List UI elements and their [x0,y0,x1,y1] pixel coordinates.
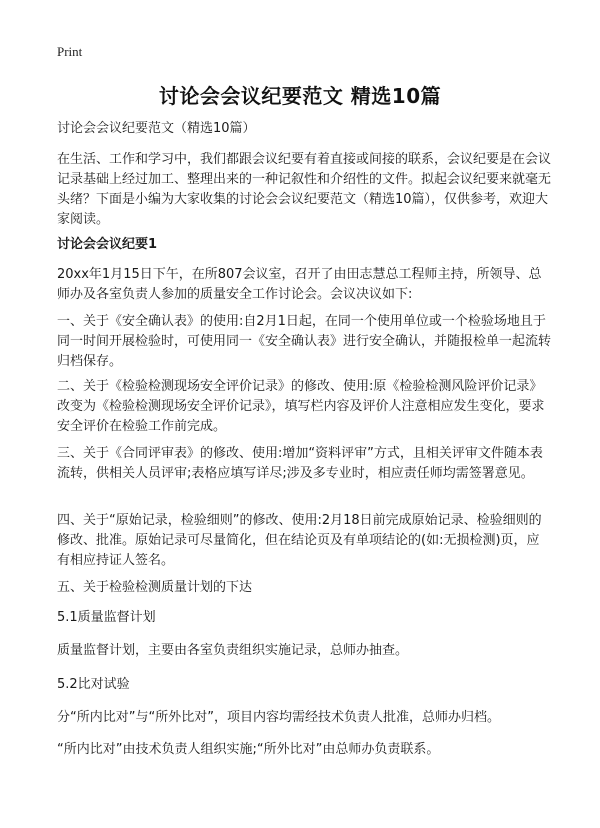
print-label: Print [57,44,83,59]
paragraph: 质量监督计划，主要由各室负责组织实施记录，总师办抽查。 [57,643,409,658]
document-title: 讨论会会议纪要范文 精选10篇 [158,84,442,108]
intro-paragraph: 在生活、工作和学习中，我们都跟会议纪要有着直接或间接的联系，会议纪要是在会议记录基础上经过加工、整理出来的一种记叙性和介绍性的文件。拟起会议纪要来就毫无头绪？下面是小编为大家收集的讨论会会议纪要范文（精选10篇），仅供参考，欢迎大家阅读。 [57,152,552,227]
subsection-heading: 5.1质量监督计划 [57,610,156,625]
paragraph: “所内比对”由技术负责人组织实施;“所外比对”由总师办负责联系。 [57,742,440,757]
section-heading: 讨论会会议纪要1 [57,237,158,252]
paragraph: 分“所内比对”与“所外比对”，项目内容均需经技术负责人批准，总师办归档。 [57,710,500,725]
paragraph: 五、关于检验检测质量计划的下达 [57,580,253,595]
document-subtitle: 讨论会会议纪要范文（精选10篇） [57,121,256,136]
paragraph: 20xx年1月15日下午，在所807会议室，召开了由田志慧总工程师主持，所领导、总师办及各室负责人参加的质量安全工作讨论会。会议决议如下: [57,267,542,302]
subsection-heading: 5.2比对试验 [57,677,130,692]
paragraph: 一、关于《安全确认表》的使用:自2月1日起，在同一个使用单位或一个检验场地且于同一时间开展检验时，可使用同一《安全确认表》进行安全确认，并随报检单一起流转归档保存。 [57,314,552,369]
paragraph: 四、关于“原始记录，检验细则”的修改、使用:2月18日前完成原始记录、检验细则的修改、批准。原始记录可尽量简化，但在结论页及有单项结论的(如:无损检测)页，应有相应持证人签名。 [57,513,542,568]
paragraph: 二、关于《检验检测现场安全评价记录》的修改、使用:原《检验检测风险评价记录》改变为《检验检测现场安全评价记录》，填写栏内容及评价人注意相应发生变化，要求安全评价在检验工作前完成。 [57,379,545,434]
paragraph: 三、关于《合同评审表》的修改、使用:增加“资料评审”方式，且相关评审文件随本表流转，供相关人员评审;表格应填写详尽;涉及多专业时，相应责任师均需签署意见。 [57,446,543,481]
